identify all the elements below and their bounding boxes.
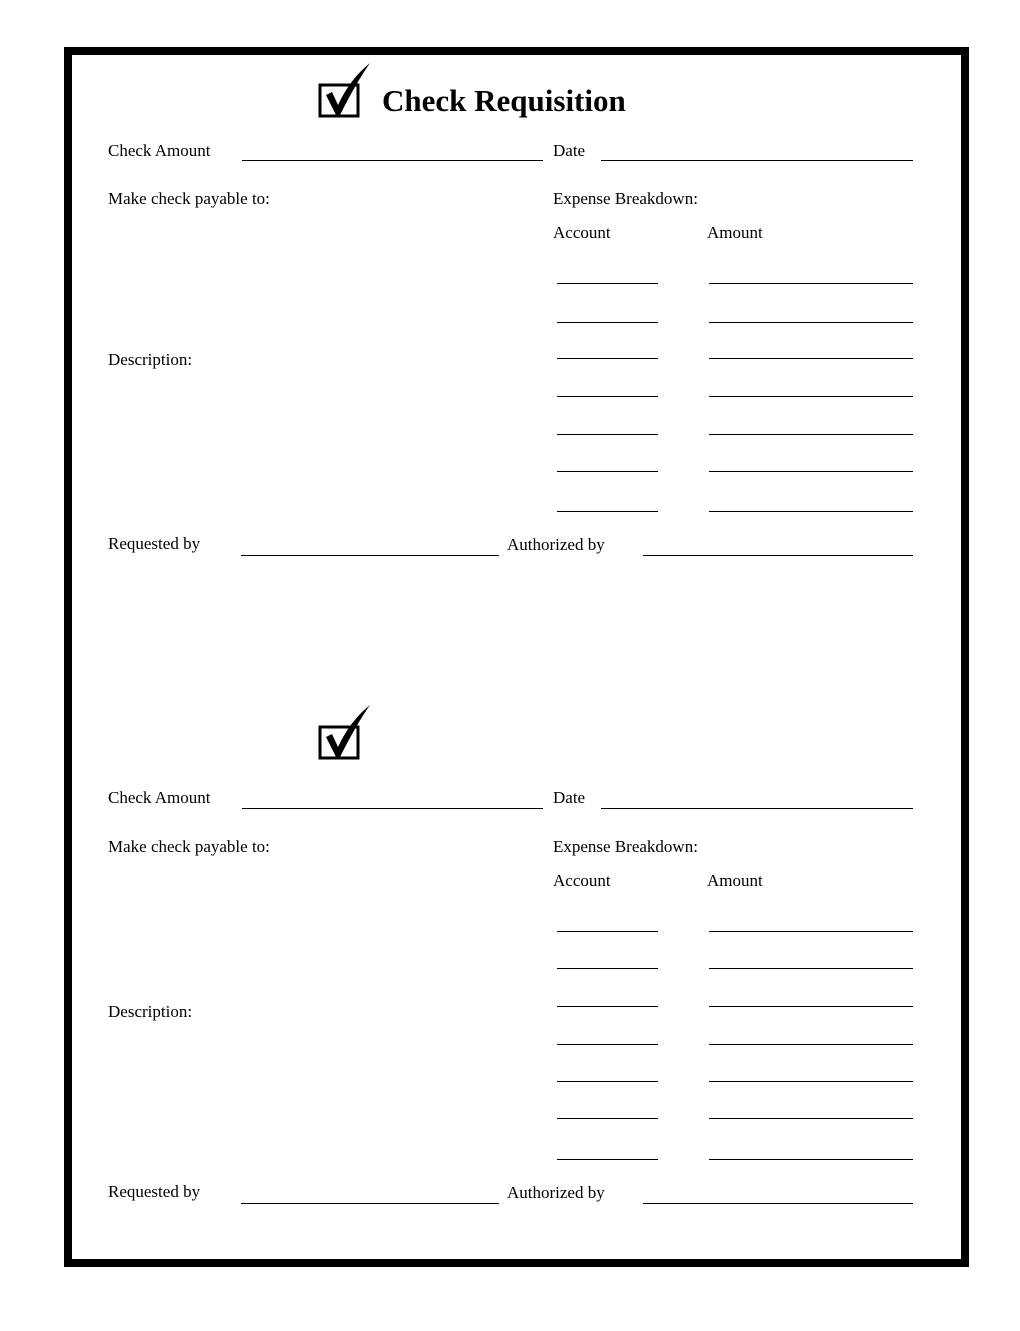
account-field[interactable]: [557, 471, 658, 472]
account-field[interactable]: [557, 511, 658, 512]
amount-header: Amount: [707, 871, 763, 890]
account-field[interactable]: [557, 358, 658, 359]
account-field[interactable]: [557, 1044, 658, 1045]
amount-field[interactable]: [709, 396, 913, 397]
amount-field[interactable]: [709, 968, 913, 969]
account-header: Account: [553, 223, 611, 242]
account-field[interactable]: [557, 434, 658, 435]
description-label: Description:: [108, 1002, 193, 1021]
amount-field[interactable]: [709, 931, 913, 932]
date-field[interactable]: [601, 160, 913, 161]
authorized-by-label: Authorized by: [507, 1183, 605, 1202]
amount-field[interactable]: [709, 1081, 913, 1082]
account-field[interactable]: [557, 396, 658, 397]
account-field[interactable]: [557, 1081, 658, 1082]
check-amount-label: Check Amount: [108, 788, 211, 807]
amount-field[interactable]: [709, 283, 913, 284]
date-label: Date: [553, 788, 586, 807]
date-label: Date: [553, 141, 586, 160]
checkbox-checked-icon: [318, 61, 372, 119]
page-border: [64, 47, 969, 1267]
account-field[interactable]: [557, 322, 658, 323]
account-field[interactable]: [557, 931, 658, 932]
account-field[interactable]: [557, 968, 658, 969]
amount-field[interactable]: [709, 1159, 913, 1160]
description-label: Description:: [108, 350, 193, 369]
amount-field[interactable]: [709, 434, 913, 435]
requested-by-label: Requested by: [108, 1182, 201, 1201]
requested-by-label: Requested by: [108, 534, 201, 553]
account-field[interactable]: [557, 1006, 658, 1007]
check-amount-field[interactable]: [242, 160, 543, 161]
amount-header: Amount: [707, 223, 763, 242]
authorized-by-field[interactable]: [643, 1203, 913, 1204]
authorized-by-label: Authorized by: [507, 535, 605, 554]
account-field[interactable]: [557, 1159, 658, 1160]
requested-by-field[interactable]: [241, 1203, 499, 1204]
amount-field[interactable]: [709, 1044, 913, 1045]
expense-breakdown-label: Expense Breakdown:: [553, 189, 698, 208]
amount-field[interactable]: [709, 511, 913, 512]
authorized-by-field[interactable]: [643, 555, 913, 556]
check-amount-field[interactable]: [242, 808, 543, 809]
amount-field[interactable]: [709, 358, 913, 359]
expense-breakdown-label: Expense Breakdown:: [553, 837, 698, 856]
account-field[interactable]: [557, 1118, 658, 1119]
payable-to-label: Make check payable to:: [108, 837, 270, 856]
account-header: Account: [553, 871, 611, 890]
amount-field[interactable]: [709, 1118, 913, 1119]
amount-field[interactable]: [709, 322, 913, 323]
date-field[interactable]: [601, 808, 913, 809]
check-amount-label: Check Amount: [108, 141, 211, 160]
account-field[interactable]: [557, 283, 658, 284]
checkbox-checked-icon: [318, 703, 372, 761]
requested-by-field[interactable]: [241, 555, 499, 556]
amount-field[interactable]: [709, 471, 913, 472]
form-title: Check Requisition: [382, 83, 626, 118]
amount-field[interactable]: [709, 1006, 913, 1007]
payable-to-label: Make check payable to:: [108, 189, 270, 208]
